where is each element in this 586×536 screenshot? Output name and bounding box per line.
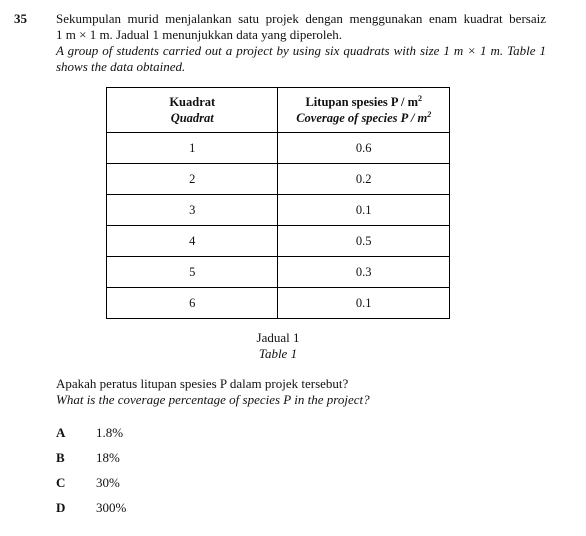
cell-coverage: 0.2 xyxy=(278,164,450,195)
table-header-row xyxy=(107,88,450,133)
cell-coverage: 0.1 xyxy=(278,195,450,226)
question-stem xyxy=(56,11,546,75)
cell-quadrat: 2 xyxy=(107,164,278,195)
cell-quadrat: 6 xyxy=(107,288,278,319)
stem-malay-line-2: 1 m × 1 m. Jadual 1 menunjukkan data yang diperoleh. xyxy=(56,27,343,42)
header-quadrat-malay: Kuadrat xyxy=(169,95,216,109)
header-coverage xyxy=(278,88,450,133)
table-row xyxy=(107,195,450,226)
cell-quadrat: 4 xyxy=(107,226,278,257)
cell-coverage: 0.1 xyxy=(278,288,450,319)
answer-options xyxy=(56,425,126,525)
cell-coverage: 0.5 xyxy=(278,226,450,257)
option-d[interactable] xyxy=(56,500,126,525)
stem-english-line-2: shows the data obtained. xyxy=(56,59,186,74)
stem-malay-line-1: Sekumpulan murid menjalankan satu projek dengan menggunakan enam kuadrat bersaiz xyxy=(56,11,546,26)
header-coverage-malay-sup: 2 xyxy=(418,93,422,103)
option-a[interactable] xyxy=(56,425,126,450)
header-quadrat xyxy=(107,88,278,133)
cell-quadrat: 3 xyxy=(107,195,278,226)
option-letter: C xyxy=(56,475,66,490)
cell-quadrat: 1 xyxy=(107,133,278,164)
option-letter: D xyxy=(56,500,66,515)
option-letter: B xyxy=(56,450,65,465)
prompt-malay: Apakah peratus litupan spesies P dalam projek tersebut? xyxy=(56,376,349,391)
table-caption xyxy=(106,330,450,362)
table-row xyxy=(107,288,450,319)
cell-coverage: 0.3 xyxy=(278,257,450,288)
data-table xyxy=(106,87,450,319)
header-coverage-malay xyxy=(278,94,449,110)
caption-english: Table 1 xyxy=(258,346,298,361)
header-coverage-english xyxy=(278,110,449,126)
table-row xyxy=(107,164,450,195)
option-b[interactable] xyxy=(56,450,126,475)
table-row xyxy=(107,257,450,288)
table-row xyxy=(107,133,450,164)
cell-coverage: 0.6 xyxy=(278,133,450,164)
option-text: 30% xyxy=(96,475,120,490)
question-prompt xyxy=(56,376,546,408)
caption-malay: Jadual 1 xyxy=(256,330,300,345)
header-coverage-english-sup: 2 xyxy=(427,109,432,119)
stem-english-line-1: A group of students carried out a project by using six quadrats with size 1 m × 1 m. Table 1 xyxy=(56,43,546,58)
option-text: 300% xyxy=(96,500,127,515)
header-coverage-malay-text: Litupan spesies P / m xyxy=(305,95,418,109)
option-text: 1.8% xyxy=(96,425,124,440)
cell-quadrat: 5 xyxy=(107,257,278,288)
question-number: 35 xyxy=(14,11,27,26)
option-letter: A xyxy=(56,425,66,440)
prompt-english: What is the coverage percentage of species P in the project? xyxy=(56,392,370,407)
option-text: 18% xyxy=(96,450,120,465)
header-quadrat-english: Quadrat xyxy=(170,111,214,125)
table-row xyxy=(107,226,450,257)
option-c[interactable] xyxy=(56,475,126,500)
header-coverage-english-text: Coverage of species P / m xyxy=(296,111,428,125)
